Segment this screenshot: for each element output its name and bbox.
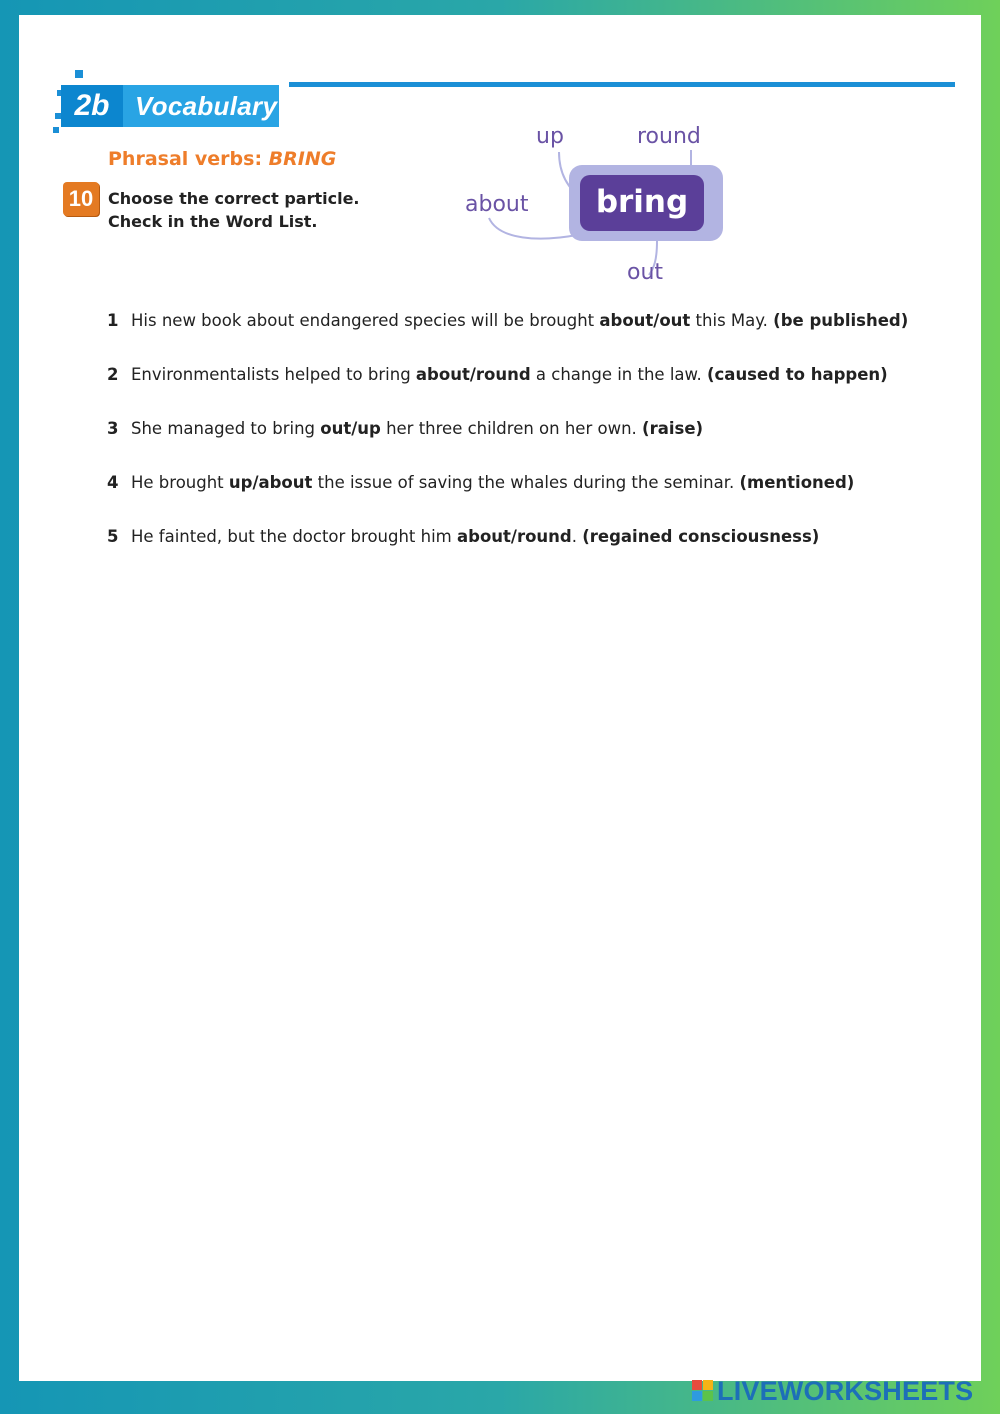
sentence-number: 5 [107, 527, 119, 546]
particle-up: up [536, 124, 564, 149]
sentence-text: His new book about endangered species will be brought [131, 311, 600, 330]
sentence-item [107, 365, 967, 419]
header-rule [289, 82, 955, 87]
sentence-text: the issue of saving the whales during the seminar. [312, 473, 740, 492]
particle-options[interactable]: about/out [599, 311, 691, 330]
sentence-text: She managed to bring [131, 419, 321, 438]
sentence-text: He brought [131, 473, 229, 492]
section-title-verb: BRING [268, 148, 337, 170]
exercise-number: 10 [63, 182, 99, 216]
logo-text: LIVEWORKSHEETS [717, 1375, 974, 1406]
particle-options[interactable]: out/up [320, 419, 381, 438]
sentence-number: 3 [107, 419, 119, 438]
phrasal-verb-diagram [459, 120, 759, 300]
sentence-list [107, 311, 967, 581]
liveworksheets-icon [692, 1380, 714, 1402]
sentence-number: 2 [107, 365, 119, 384]
sentence-text: a change in the law. [530, 365, 707, 384]
unit-number: 2b [61, 85, 123, 127]
section-title [108, 148, 336, 170]
instruction-line-2: Check in the Word List. [108, 212, 318, 231]
particle-options[interactable]: about/round [415, 365, 531, 384]
sentence-text: He fainted, but the doctor brought him [131, 527, 458, 546]
sentence-number: 1 [107, 311, 119, 330]
sentence-item [107, 311, 967, 365]
particle-out: out [627, 260, 664, 285]
sentence-item [107, 473, 967, 527]
meaning-hint: (be published) [773, 311, 909, 330]
sentence-text: this May. [690, 311, 774, 330]
unit-section-title: Vocabulary [123, 85, 279, 127]
meaning-hint: (caused to happen) [706, 365, 888, 384]
instruction-line-1: Choose the correct particle. [108, 189, 360, 208]
particle-about: about [465, 192, 529, 217]
center-word: bring [580, 175, 704, 231]
worksheet-page [19, 15, 981, 1381]
exercise-instructions [108, 187, 360, 233]
meaning-hint: (raise) [642, 419, 704, 438]
sentence-item [107, 419, 967, 473]
sentence-text: . [571, 527, 583, 546]
sentence-text: her three children on her own. [380, 419, 643, 438]
section-title-prefix: Phrasal verbs: [108, 148, 269, 170]
meaning-hint: (mentioned) [739, 473, 855, 492]
sentence-number: 4 [107, 473, 119, 492]
liveworksheets-logo[interactable] [692, 1376, 973, 1406]
unit-badge [61, 85, 279, 127]
particle-options[interactable]: up/about [228, 473, 313, 492]
particle-round: round [637, 124, 701, 149]
meaning-hint: (regained consciousness) [582, 527, 820, 546]
sentence-text: Environmentalists helped to bring [131, 365, 416, 384]
connector-about [489, 218, 577, 239]
sentence-item [107, 527, 967, 581]
particle-options[interactable]: about/round [457, 527, 572, 546]
